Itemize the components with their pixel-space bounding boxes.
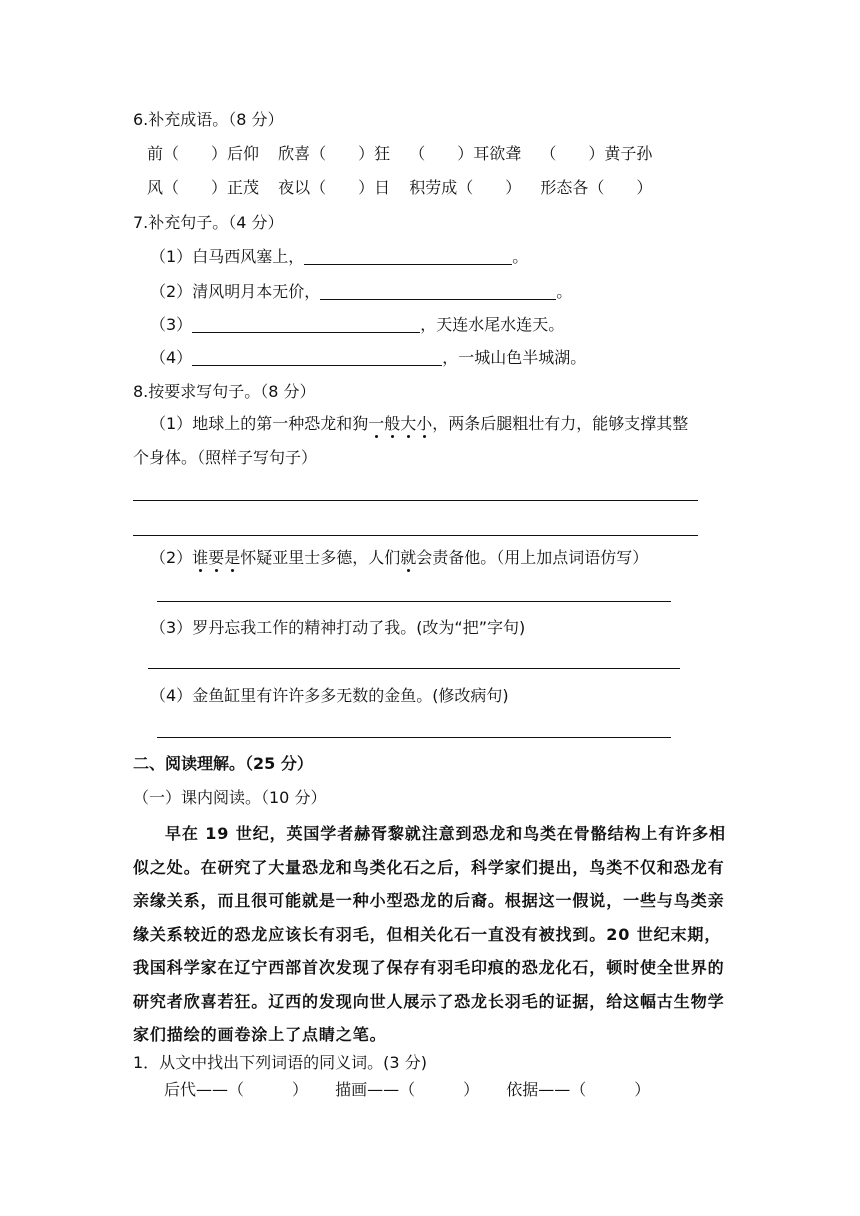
sentence-text: 清风明月本无价， [192,282,321,301]
idiom-blank[interactable]: 形态各（ ） [540,178,653,197]
idiom-blank[interactable]: 积劳成（ ） [409,178,522,197]
answer-line[interactable] [133,500,698,501]
idiom-blank[interactable]: 夜以（ ）日 [278,178,391,197]
sentence-text: ，天连水尾水连天。 [420,315,565,334]
sentence-text: 白马西风塞上， [192,247,305,266]
item-number: （2） [150,548,193,567]
q8-item-1 [150,413,688,435]
sentence-text: 会责备他。（用上加点词语仿写） [416,548,649,567]
item-number: （2） [150,282,193,301]
sentence-text: 金鱼缸里有许许多多无数的金鱼。(修改病句) [192,686,509,705]
synonym-blank[interactable]: 后代——（ ） [164,1080,309,1099]
q7-item-2 [150,281,572,303]
answer-line[interactable] [148,668,680,669]
dotted-char: 般 [384,414,401,433]
item-number: （4） [150,348,193,367]
q8-item-1-line-2: 个身体。（照样子写句子） [133,448,318,467]
q8-item-3 [150,617,525,639]
dotted-char: 是 [224,548,241,567]
q6-title: 6.补充成语。（8 分） [133,110,284,129]
idiom-blank[interactable]: （ ）黄子孙 [540,144,653,163]
reading-q1-items [164,1079,650,1101]
answer-blank[interactable] [320,283,556,300]
sentence-text: 罗丹忘我工作的精神打动了我。(改为“把”字句) [192,618,526,637]
sentence-text: ，一城山色半城湖。 [442,348,587,367]
q8-title: 8.按要求写句子。（8 分） [133,382,316,401]
answer-blank[interactable] [192,316,420,333]
q8-item-2 [150,547,648,569]
reading-q1-title: 1．从文中找出下列词语的同义词。(3 分) [133,1053,427,1072]
reading-passage: 早在 19 世纪，英国学者赫胥黎就注意到恐龙和鸟类在骨骼结构上有许多相似之处。在研究了大量恐龙和鸟类化石之后，科学家们提出，鸟类不仅和恐龙有亲缘关系，而且很可能就是一种小型恐龙的后裔。根据这一假说，一些与鸟类亲缘关系较近的恐龙应该长有羽毛，但相关化石一直没有被找到。20 世纪末期，我国科学家在辽宁西部首次发现了保存有羽毛印痕的恐龙化石，顿时使全世界的研究者欣喜若狂。辽西的发现向世人展示了恐龙长羽毛的证据，给这幅古生物学家们描绘的画卷涂上了点睛之笔。 [133,824,726,1044]
item-number: （4） [150,686,193,705]
dotted-char: 要 [208,548,225,567]
sentence-text: 。 [512,247,529,266]
idiom-blank[interactable]: 欣喜（ ）狂 [278,144,391,163]
idiom-blank[interactable]: （ ）耳欲聋 [409,144,522,163]
dotted-char: 谁 [192,548,209,567]
answer-line[interactable] [157,737,671,738]
item-number: （1） [150,247,193,266]
item-number: （3） [150,315,193,334]
dotted-char: 就 [400,548,417,567]
idiom-blank[interactable]: 风（ ）正茂 [147,178,260,197]
dotted-char: 小 [416,414,433,433]
section-2-subtitle: （一）课内阅读。（10 分） [133,788,327,807]
q7-item-4 [150,347,586,369]
answer-line[interactable] [133,535,698,536]
synonym-blank[interactable]: 依据——（ ） [506,1080,651,1099]
sentence-text: ，两条后腿粗壮有力，能够支撑其整 [432,414,689,433]
sentence-text: 。 [556,282,573,301]
dotted-char: 一 [368,414,385,433]
idiom-blank[interactable]: 前（ ）后仰 [147,144,260,163]
sentence-text: 地球上的第一种恐龙和狗 [192,414,369,433]
answer-line[interactable] [157,601,671,602]
item-number: （3） [150,618,193,637]
q8-item-4 [150,685,509,707]
q7-item-3 [150,314,564,336]
q7-item-1 [150,246,528,268]
dotted-char: 大 [400,414,417,433]
q6-row-1 [147,143,652,165]
answer-blank[interactable] [304,248,512,265]
q6-row-2 [147,177,652,199]
answer-blank[interactable] [192,349,442,366]
sentence-text: 怀疑亚里士多德，人们 [240,548,401,567]
section-2-title: 二、阅读理解。（25 分） [133,754,313,773]
q7-title: 7.补充句子。（4 分） [133,213,284,232]
item-number: （1） [150,414,193,433]
synonym-blank[interactable]: 描画——（ ） [335,1080,480,1099]
